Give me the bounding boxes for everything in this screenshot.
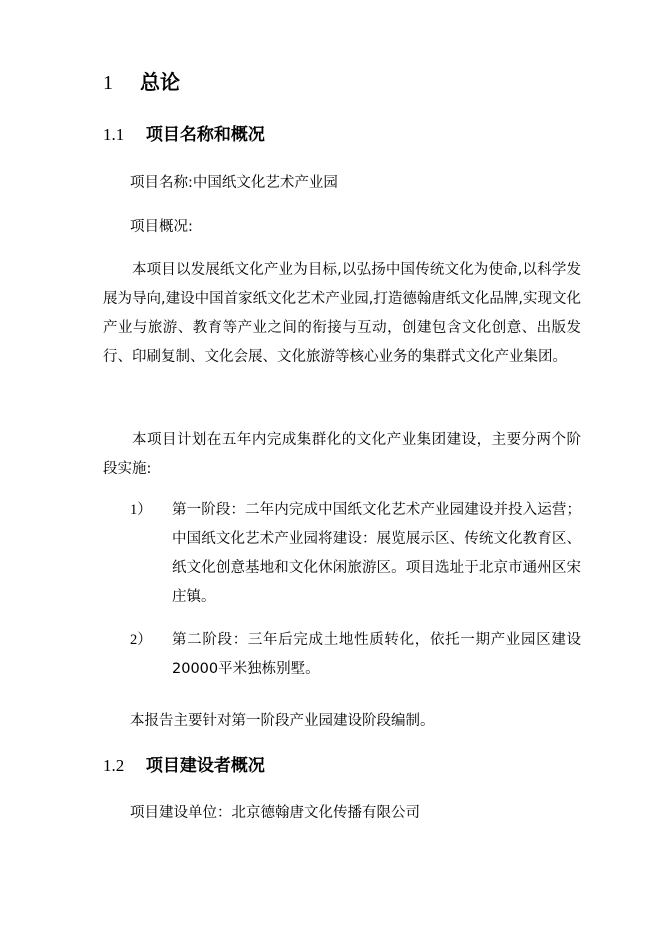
list-marker: 1）: [130, 502, 152, 518]
section-number: 1.1: [103, 125, 125, 144]
project-overview-label: 项目概况:: [130, 219, 193, 235]
phase-text: 第二阶段：三年后完成土地性质转化，依托一期产业园区建设20000平米独栋别墅。: [172, 632, 581, 677]
chapter-heading: [103, 66, 180, 95]
phase-item-1: [130, 496, 581, 616]
builder-line: 项目建设单位：北京德翰唐文化传播有限公司: [130, 805, 420, 821]
section-title: 项目名称和概况: [145, 125, 265, 145]
closing-line: 本报告主要针对第一阶段产业园建设阶段编制。: [130, 713, 435, 729]
phase-text: 第一阶段：二年内完成中国纸文化艺术产业园建设并投入运营；中国纸文化艺术产业园将建设：展览展示区、传统文化教育区、纸文化创意基地和文化休闲旅游区。项目选址于北京市通州区宋庄镇。: [172, 502, 581, 605]
section-heading-1-2: [103, 751, 265, 776]
list-marker: 2）: [130, 632, 152, 648]
section-title: 项目建设者概况: [145, 756, 265, 776]
plan-paragraph: 本项目计划在五年内完成集群化的文化产业集团建设，主要分两个阶段实施:: [103, 432, 581, 477]
overview-paragraph: 本项目以发展纸文化产业为目标,以弘扬中国传统文化为使命,以科学发展为导向,建设中国首家纸文化艺术产业园,打造德翰唐纸文化品牌,实现文化产业与旅游、教育等产业之间的衔接与互动，创建包含文化创意、出版发行、印刷复制、文化会展、文化旅游等核心业务的集群式文化产业集团。: [103, 262, 581, 365]
project-name-line: 项目名称:中国纸文化艺术产业园: [130, 175, 338, 191]
section-number: 1.2: [103, 756, 125, 775]
chapter-number: 1: [103, 72, 113, 94]
phase-item-2: [130, 626, 581, 686]
section-heading-1-1: [103, 120, 265, 145]
chapter-title: 总论: [139, 70, 180, 94]
